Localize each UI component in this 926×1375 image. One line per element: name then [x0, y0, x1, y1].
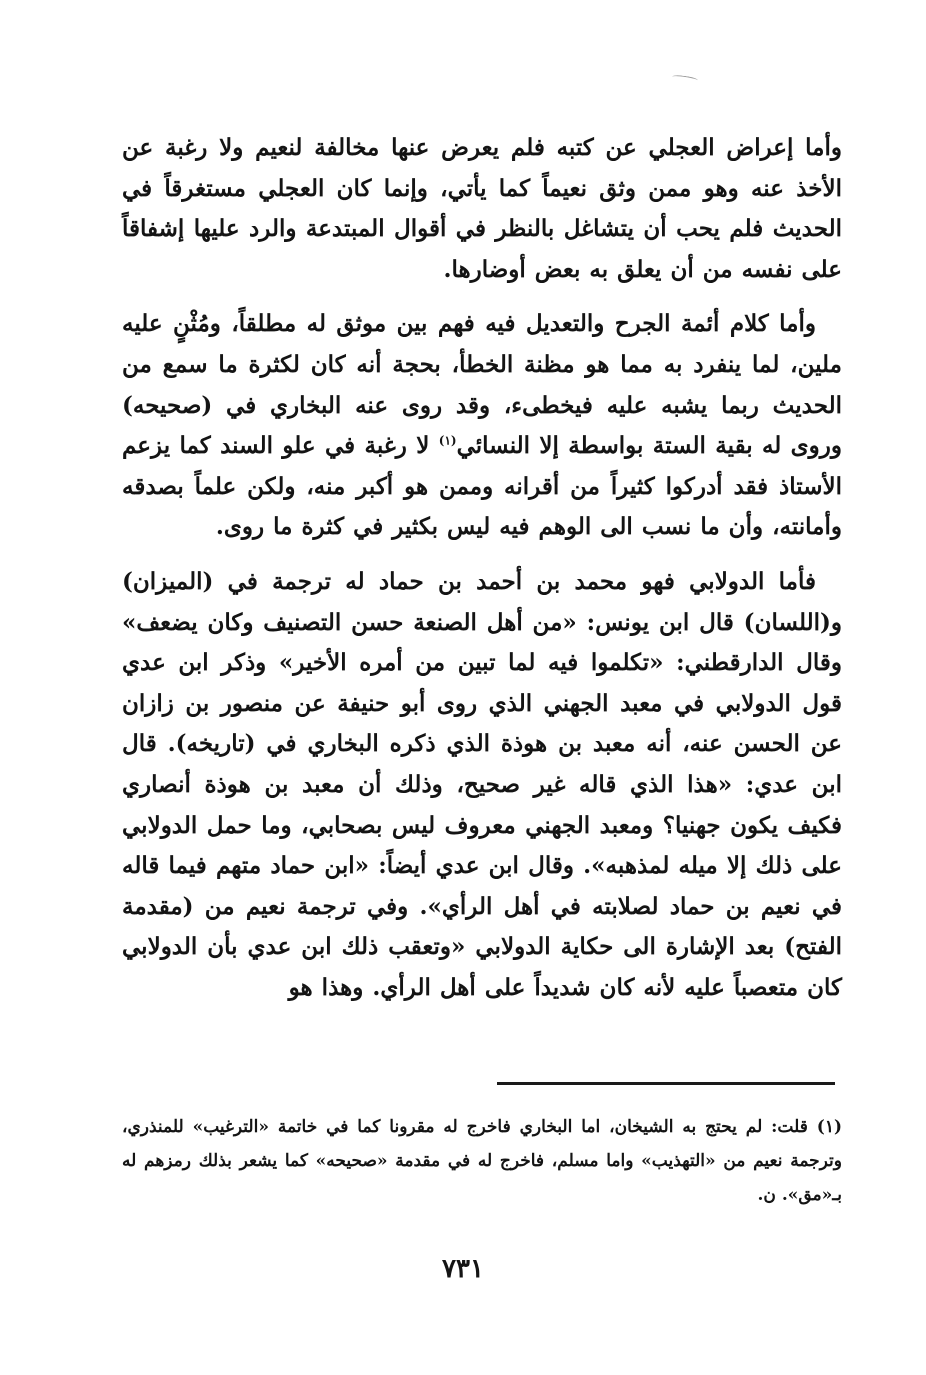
scan-mark: [672, 74, 698, 83]
main-text: [122, 128, 842, 1008]
paragraph-2-text-b: لا رغبة في علو السند كما يزعم الأستاذ فقد أدركوا كثيراً من أقرانه وممن هو أكبر منه، ولكن علماً بصدقه وأمانته، وأن ما نسب الى الوهم فيه ليس بكثير في كثرة ما روى.: [122, 432, 842, 541]
paragraph-3: [122, 562, 842, 1009]
footnote-reference[interactable]: (١): [438, 433, 457, 448]
footnote-divider: [497, 1082, 835, 1085]
paragraph-1: [122, 128, 842, 290]
footnote: [122, 1110, 842, 1212]
paragraph-2: [122, 304, 842, 548]
footnote-text: (١) قلت: لم يحتج به الشيخان، اما البخاري فاخرج له مقرونا كما في خاتمة «الترغيب» للمنذري، وترجمة نعيم من «التهذيب» واما مسلم، فاخرج له في مقدمة «صحيحه» كما يشعر بذلك رمزهم له بـ«مق». ن.: [122, 1117, 842, 1205]
paragraph-2-text-a: وأما كلام أئمة الجرح والتعديل فيه فهم بين موثق له مطلقاً، ومُثْنٍ عليه ملين، لما ينفرد به مما هو مظنة الخطأ، بحجة أنه كان لكثرة ما سمع من الحديث ربما يشبه عليه فيخطىء، وقد روى عنه البخاري في (صحيحه) وروى له بقية الستة بواسطة إلا النسائي: [122, 310, 843, 460]
paragraph-3-text: فأما الدولابي فهو محمد بن أحمد بن حماد له ترجمة في (الميزان) و(اللسان) قال ابن يونس: «من أهل الصنعة حسن التصنيف وكان يضعف» وقال الدارقطني: «تكلموا فيه لما تبين من أمره الأخير» وذكر ابن عدي قول الدولابي في معبد الجهني الذي روى أبو حنيفة عن منصور بن زازان عن الحسن عنه، أنه معبد بن هوذة الذي ذكره البخاري في (تاريخه). قال ابن عدي: «هذا الذي قاله غير صحيح، وذلك أن معبد بن هوذة أنصاري فكيف يكون جهنيا؟ ومعبد الجهني معروف ليس بصحابي، وما حمل الدولابي على ذلك إلا ميله لمذهبه». وقال ابن عدي أيضاً: «ابن حماد متهم فيما قاله في نعيم بن حماد لصلابته في أهل الرأي». وفي ترجمة نعيم من (مقدمة الفتح) بعد الإشارة الى حكاية الدولابي «وتعقب ذلك ابن عدي بأن الدولابي كان متعصباً عليه لأنه كان شديداً على أهل الرأي. وهذا هو: [122, 567, 842, 1001]
page-number: ٧٣١: [442, 1254, 484, 1284]
paragraph-1-text: وأما إعراض العجلي عن كتبه فلم يعرض عنها مخالفة لنعيم ولا رغبة عن الأخذ عنه وهو ممن وثق نعيماً كما يأتي، وإنما كان العجلي مستغرقاً في الحديث فلم يحب أن يتشاغل بالنظر في أقوال المبتدعة والرد عليها إشفاقاً على نفسه من أن يعلق به بعض أوضارها.: [122, 134, 842, 283]
